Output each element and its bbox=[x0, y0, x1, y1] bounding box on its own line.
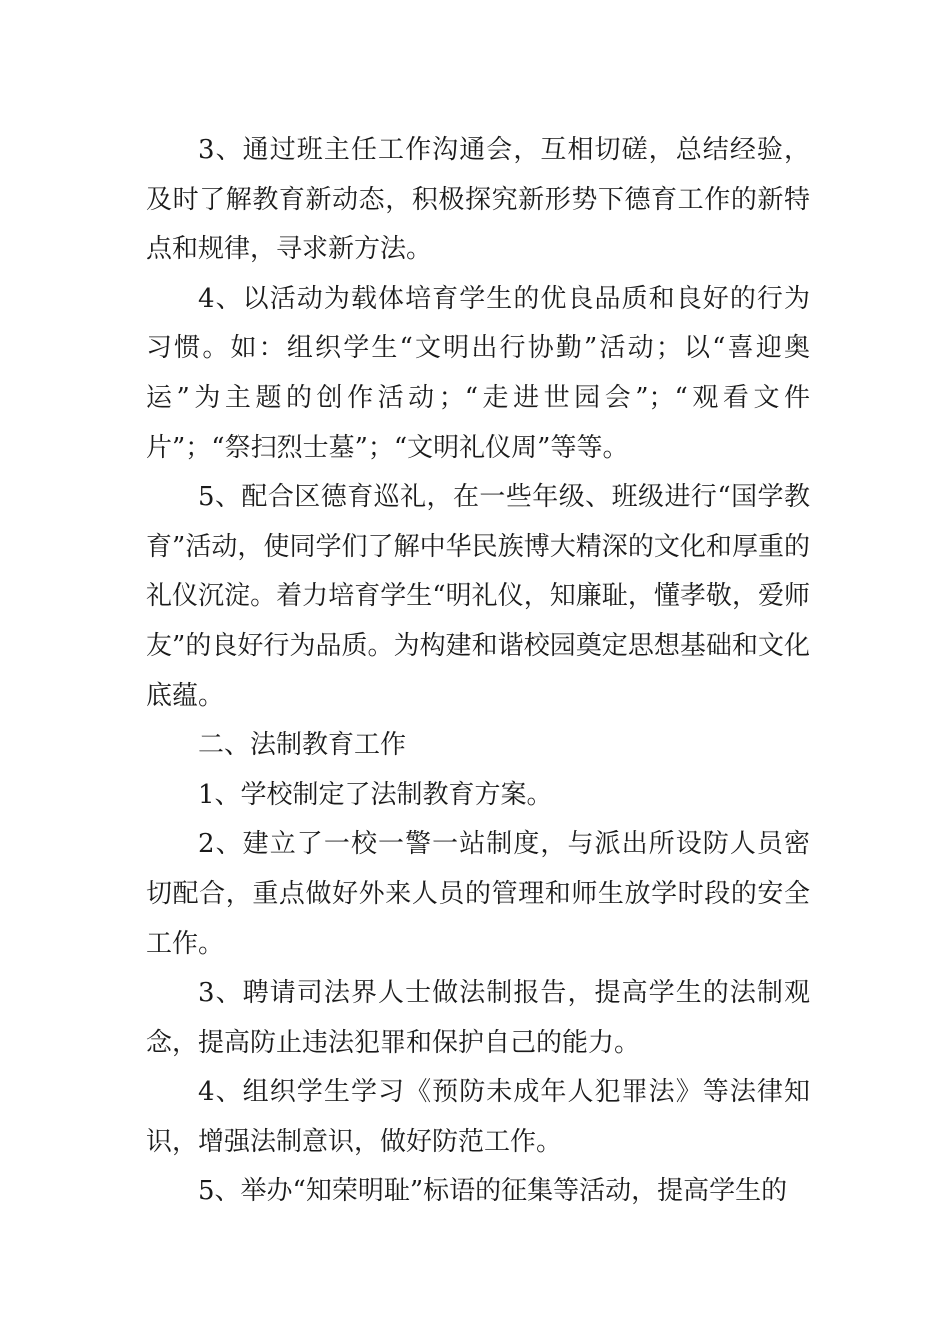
paragraph-legal-1: 1、学校制定了法制教育方案。 bbox=[198, 779, 553, 810]
paragraph-legal-2: 2、建立了一校一警一站制度，与派出所设防人员密切配合，重点做好外来人员的管理和师生放学时段的安全工作。 bbox=[146, 829, 810, 959]
paragraph-legal-5: 5、举办“知荣明耻”标语的征集等活动，提高学生的 bbox=[198, 1176, 788, 1207]
paragraph-legal-4: 4、组织学生学习《预防未成年人犯罪法》等法律知识，增强法制意识，做好防范工作。 bbox=[146, 1077, 810, 1157]
paragraph-moral-3: 3、通过班主任工作沟通会，互相切磋，总结经验，及时了解教育新动态，积极探究新形势下德育工作的新特点和规律，寻求新方法。 bbox=[146, 135, 810, 265]
document-body bbox=[146, 126, 810, 1217]
section-heading-legal-education: 二、法制教育工作 bbox=[198, 730, 407, 761]
paragraph-legal-3: 3、聘请司法界人士做法制报告，提高学生的法制观念，提高防止违法犯罪和保护自己的能力。 bbox=[146, 978, 810, 1058]
paragraph-moral-5: 5、配合区德育巡礼，在一些年级、班级进行“国学教育”活动，使同学们了解中华民族博大精深的文化和厚重的礼仪沉淀。着力培育学生“明礼仪，知廉耻，懂孝敬，爱师友”的良好行为品质。为构建和谐校园奠定思想基础和文化底蕴。 bbox=[146, 482, 810, 711]
paragraph-moral-4: 4、以活动为载体培育学生的优良品质和良好的行为习惯。如：组织学生“文明出行协勤”活动；以“喜迎奥运”为主题的创作活动；“走进世园会”；“观看文件片”；“祭扫烈士墓”；“文明礼仪周”等等。 bbox=[146, 283, 810, 463]
